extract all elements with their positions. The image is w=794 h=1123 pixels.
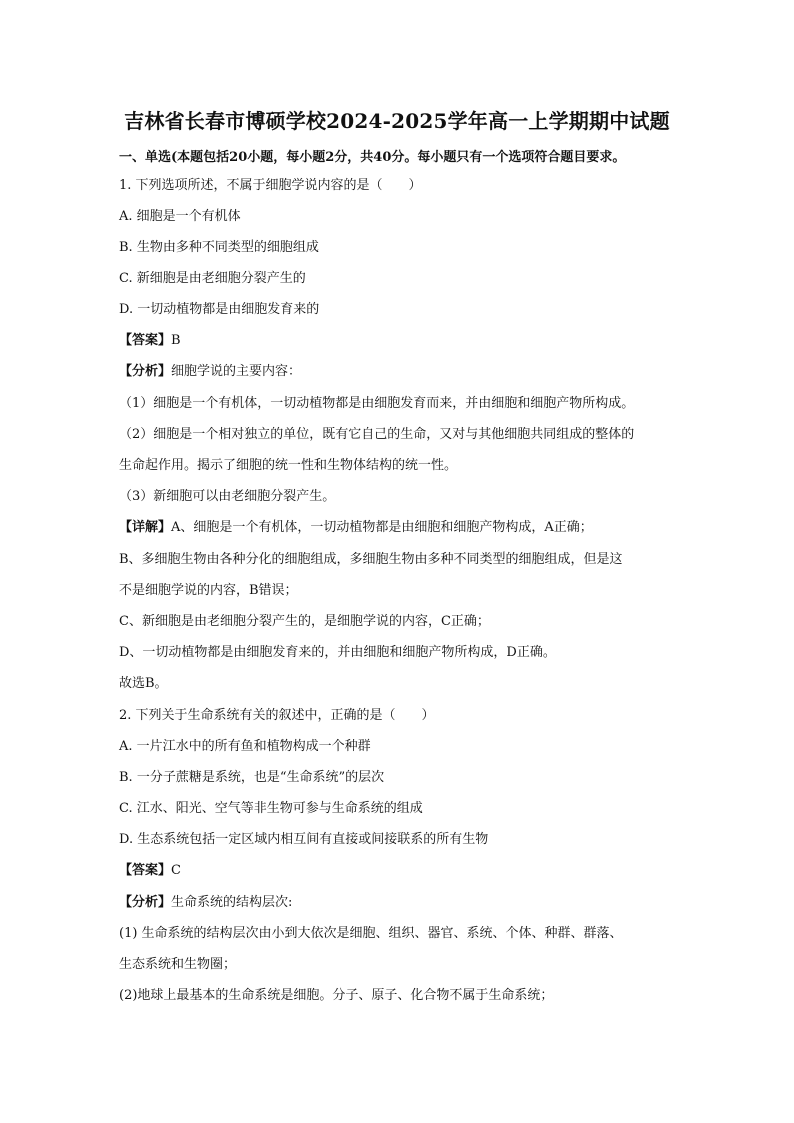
question-2-option-d: D. 生态系统包括一定区域内相互间有直接或间接联系的所有生物 (119, 832, 489, 847)
answer-value: B (171, 333, 181, 348)
answer-tag: 【答案】 (119, 333, 172, 348)
detail-text: A、细胞是一个有机体，一切动植物都是由细胞和细胞产物构成，A正确； (171, 520, 593, 535)
question-2-analysis-line: (1) 生命系统的结构层次由小到大依次是细胞、组织、器官、系统、个体、种群、群落、 (119, 926, 623, 941)
question-1-analysis-line: （1）细胞是一个有机体，一切动植物都是由细胞发育而来，并由细胞和细胞产物所构成。 (119, 396, 635, 411)
question-1-detail-line: D、一切动植物都是由细胞发育来的，并由细胞和细胞产物所构成，D正确。 (119, 645, 556, 660)
question-1-detail-line: 不是细胞学说的内容，B错误； (119, 583, 298, 598)
question-1-stem: 1. 下列选项所述，不属于细胞学说内容的是（ ） (119, 178, 422, 193)
question-2-option-a: A. 一片江水中的所有鱼和植物构成一个种群 (119, 739, 371, 754)
question-2-answer (119, 863, 181, 879)
question-1-analysis-line: 生命起作用。揭示了细胞的统一性和生物体结构的统一性。 (119, 458, 458, 473)
analysis-tag: 【分析】 (119, 895, 172, 910)
question-1-analysis-line: （3）新细胞可以由老细胞分裂产生。 (119, 489, 336, 504)
answer-value: C (171, 863, 181, 878)
question-1-detail-heading (119, 520, 593, 536)
answer-tag: 【答案】 (119, 863, 172, 878)
question-1-answer (119, 333, 181, 349)
question-1-option-a: A. 细胞是一个有机体 (119, 209, 241, 224)
question-1-option-c: C. 新细胞是由老细胞分裂产生的 (119, 271, 306, 286)
question-1-analysis-heading (119, 364, 301, 380)
detail-tag: 【详解】 (119, 520, 172, 535)
question-1-conclusion: 故选B。 (119, 676, 168, 691)
analysis-text: 细胞学说的主要内容： (171, 364, 302, 379)
question-2-option-b: B. 一分子蔗糖是系统，也是“生命系统”的层次 (119, 770, 385, 785)
question-1-detail-line: B、多细胞生物由各种分化的细胞组成，多细胞生物由多种不同类型的细胞组成，但是这 (119, 552, 623, 567)
question-2-analysis-line: 生态系统和生物圈； (119, 957, 237, 972)
page-title: 吉林省长春市博硕学校2024-2025学年高一上学期期中试题 (124, 109, 670, 133)
analysis-tag: 【分析】 (119, 364, 172, 379)
section-heading: 一、单选(本题包括20小题，每小题2分，共40分。每小题只有一个选项符合题目要求。 (119, 150, 626, 165)
question-1-analysis-line: （2）细胞是一个相对独立的单位，既有它自己的生命，又对与其他细胞共同组成的整体的 (119, 427, 635, 442)
question-1-option-d: D. 一切动植物都是由细胞发育来的 (119, 302, 320, 317)
analysis-text: 生命系统的结构层次: (171, 895, 293, 910)
question-2-analysis-line: (2)地球上最基本的生命系统是细胞。分子、原子、化合物不属于生命系统； (119, 988, 554, 1003)
question-1-detail-line: C、新细胞是由老细胞分裂产生的，是细胞学说的内容，C正确； (119, 614, 490, 629)
question-1-option-b: B. 生物由多种不同类型的细胞组成 (119, 240, 319, 255)
question-2-option-c: C. 江水、阳光、空气等非生物可参与生命系统的组成 (119, 801, 423, 816)
question-2-analysis-heading (119, 895, 292, 911)
question-2-stem: 2. 下列关于生命系统有关的叙述中，正确的是（ ） (119, 708, 435, 723)
